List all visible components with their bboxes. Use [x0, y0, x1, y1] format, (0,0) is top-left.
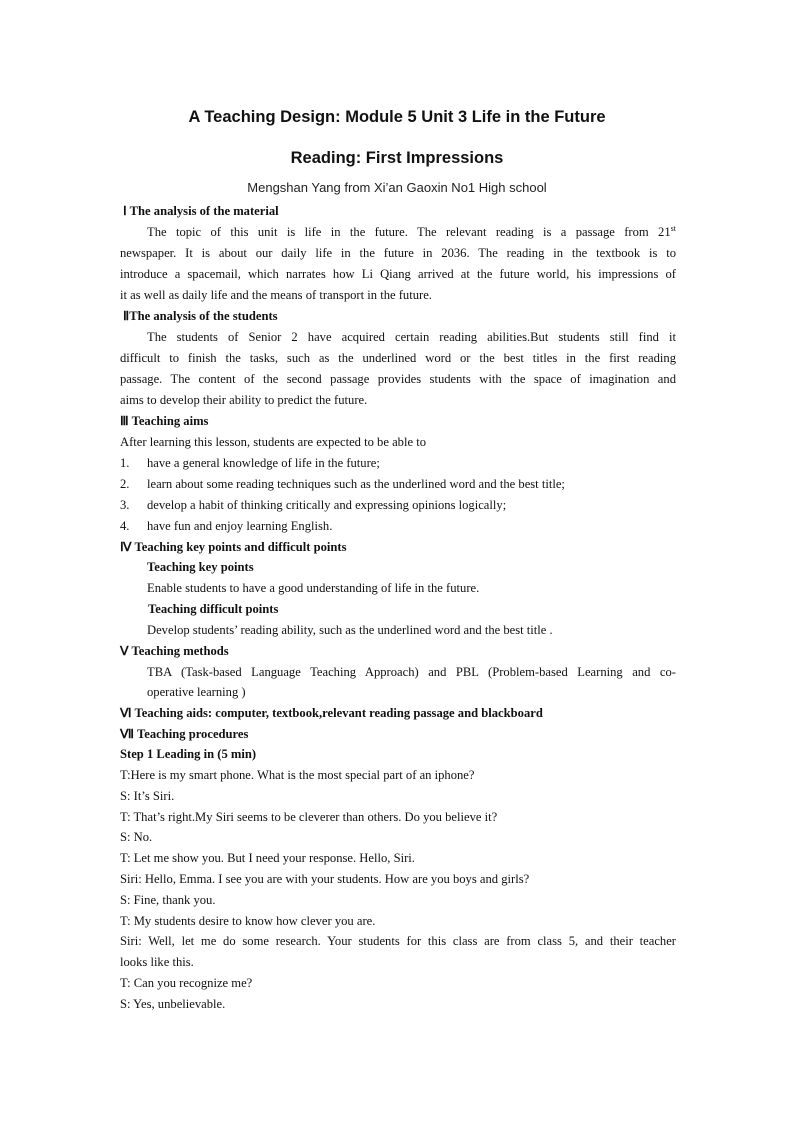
dialogue-line: T: Let me show you. But I need your response. Hello, Siri. [120, 851, 415, 865]
dialogue-line: T: Can you recognize me? [120, 976, 253, 990]
dialogue-line: Siri: Hello, Emma. I see you are with your students. How are you boys and girls? [120, 872, 530, 886]
list-text: develop a habit of thinking critically and expressing opinions logically; [147, 498, 507, 512]
dialogue-line: Siri: Well, let me do some research. Your students for this class are from class 5, and their teacher [120, 934, 676, 948]
dialogue-line: T: That’s right.My Siri seems to be cleverer than others. Do you believe it? [120, 810, 498, 824]
list-text: have fun and enjoy learning English. [147, 519, 333, 533]
paragraph-line: After learning this lesson, students are expected to be able to [120, 435, 427, 449]
paragraph-line: The students of Senior 2 have acquired certain reading abilities.But students still find it [147, 330, 676, 344]
paragraph-line: operative learning ) [147, 685, 246, 699]
dialogue-line: S: It’s Siri. [120, 789, 175, 803]
list-text: have a general knowledge of life in the future; [147, 456, 380, 470]
paragraph-line: it as well as daily life and the means of transport in the future. [120, 288, 432, 302]
list-number: 3. [120, 498, 130, 512]
page-title: A Teaching Design: Module 5 Unit 3 Life in the Future [188, 108, 606, 126]
paragraph-line: aims to develop their ability to predict the future. [120, 393, 368, 407]
dialogue-line: T: My students desire to know how clever you are. [120, 914, 376, 928]
paragraph-line: Develop students’ reading ability, such as the underlined word and the best title . [147, 623, 553, 637]
list-item [120, 495, 676, 516]
section-heading-material: Ⅰ The analysis of the material [123, 204, 279, 218]
list-text: learn about some reading techniques such as the underlined word and the best title; [147, 477, 565, 491]
paragraph-line: newspaper. It is about our daily life in the future in 2036. The reading in the textbook is to [120, 246, 676, 260]
paragraph-line: passage. The content of the second passage provides students with the space of imagination and [120, 372, 676, 386]
list-item [120, 474, 676, 495]
page-subtitle: Reading: First Impressions [290, 149, 504, 167]
paragraph-line: TBA (Task-based Language Teaching Approach) and PBL (Problem-based Learning and co- [147, 665, 676, 679]
dialogue-line: S: Fine, thank you. [120, 893, 216, 907]
section-heading-aims: Ⅲ Teaching aims [120, 414, 209, 428]
dialogue-line: S: Yes, unbelievable. [120, 997, 226, 1011]
paragraph-line: Enable students to have a good understanding of life in the future. [147, 581, 480, 595]
list-number: 2. [120, 477, 130, 491]
paragraph-line: difficult to finish the tasks, such as the underlined word or the best titles in the first reading [120, 351, 676, 365]
dialogue-line: looks like this. [120, 955, 194, 969]
subheading-difficult-points: Teaching difficult points [148, 602, 279, 616]
list-item [120, 516, 676, 537]
section-heading-aids: Ⅵ Teaching aids: computer, textbook,relevant reading passage and blackboard [120, 706, 543, 720]
text-run: The topic of this unit is life in the future. The relevant reading is a passage from 21 [147, 225, 671, 239]
paragraph-line: introduce a spacemail, which narrates how Li Qiang arrived at the future world, his impressions of [120, 267, 676, 281]
paragraph-line [147, 222, 676, 243]
list-number: 4. [120, 519, 130, 533]
section-heading-key-points: Ⅳ Teaching key points and difficult points [120, 540, 347, 554]
author-line: Mengshan Yang from Xi’an Gaoxin No1 High school [247, 180, 547, 195]
superscript: st [670, 223, 676, 233]
section-heading-students: ⅡThe analysis of the students [123, 309, 278, 323]
section-heading-methods: Ⅴ Teaching methods [120, 644, 229, 658]
dialogue-line: T:Here is my smart phone. What is the most special part of an iphone? [120, 768, 475, 782]
subheading-key-points: Teaching key points [147, 560, 254, 574]
step-heading: Step 1 Leading in (5 min) [120, 747, 257, 761]
section-heading-procedures: Ⅶ Teaching procedures [120, 727, 249, 741]
dialogue-line: S: No. [120, 830, 153, 844]
list-item [120, 453, 676, 474]
list-number: 1. [120, 456, 130, 470]
